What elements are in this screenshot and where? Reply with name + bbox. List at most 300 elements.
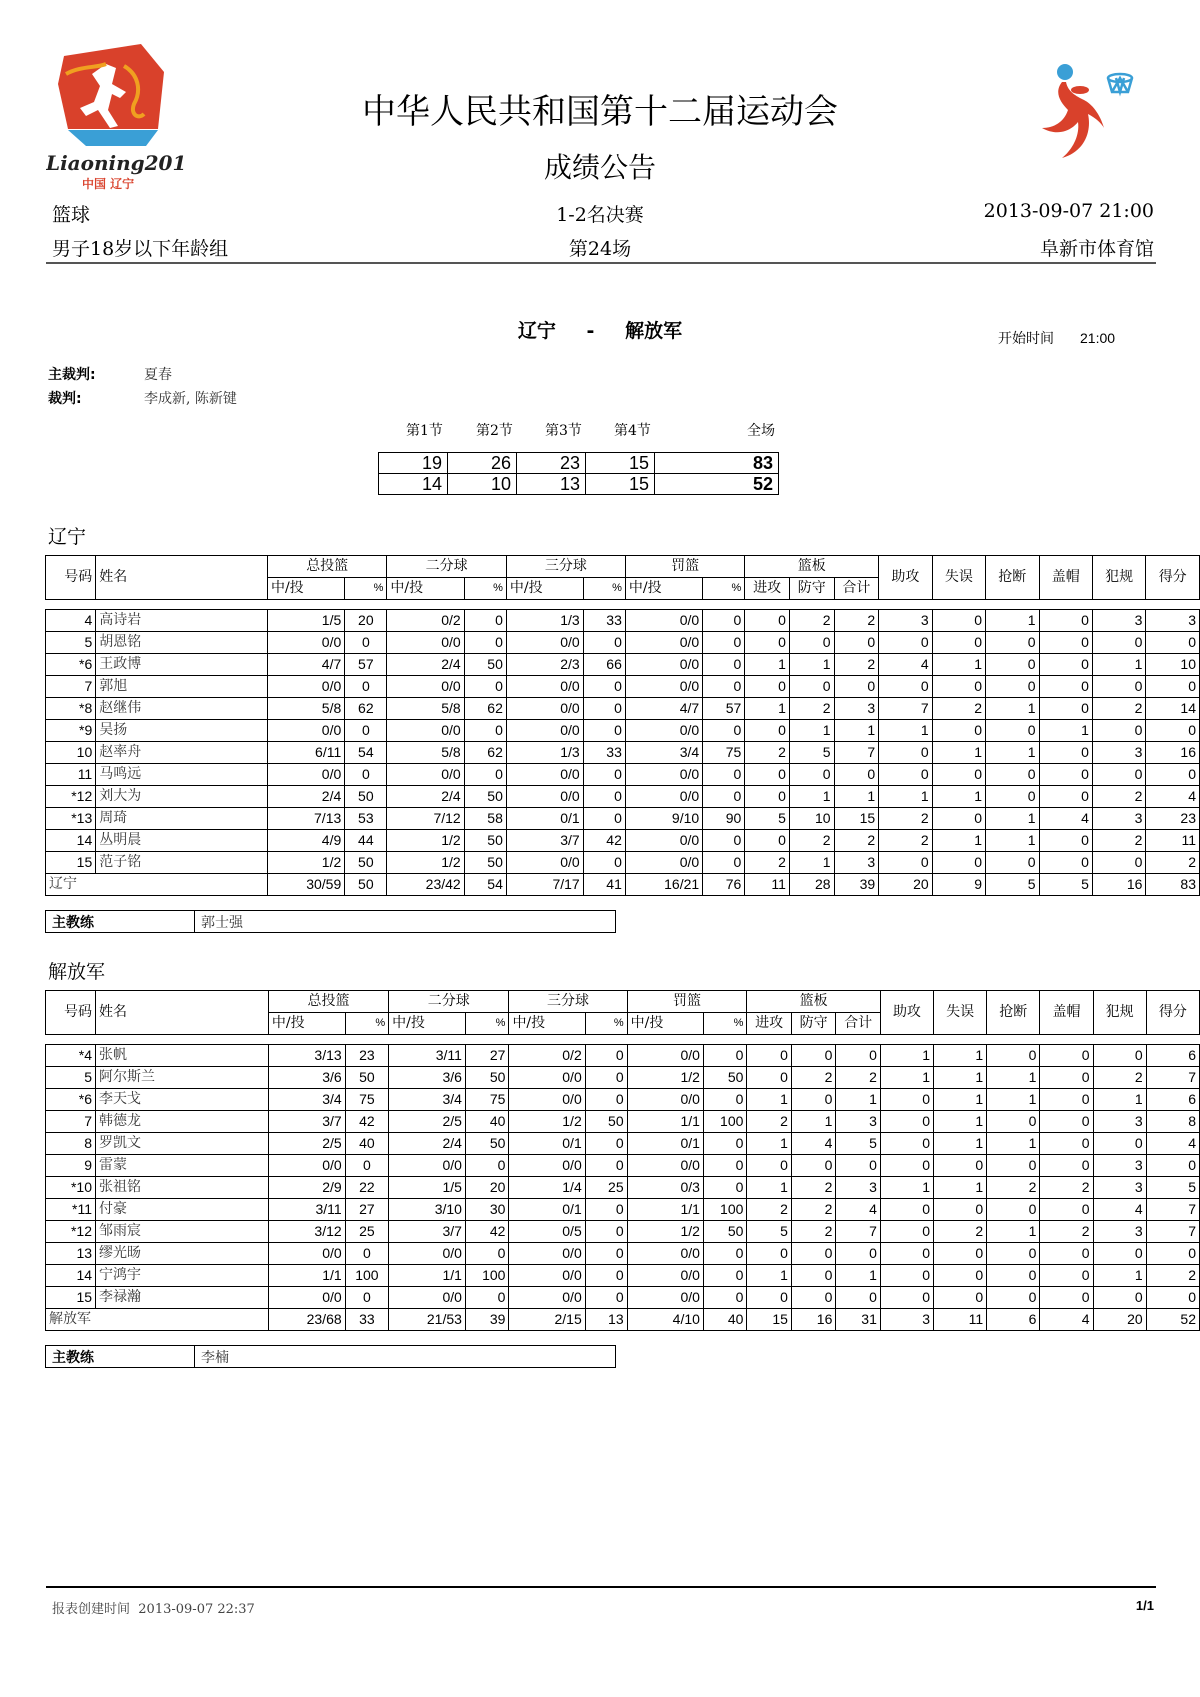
three-pct: 0 (585, 1155, 627, 1177)
ft-made-att: 0/1 (627, 1133, 703, 1155)
two-made-att: 3/6 (389, 1067, 466, 1089)
points: 0 (1146, 676, 1200, 698)
quarter-score: 19 (379, 453, 448, 474)
reb-def: 2 (789, 698, 834, 720)
reb-def: 2 (789, 830, 834, 852)
steals: 0 (987, 1199, 1040, 1221)
two-pct: 75 (465, 1089, 509, 1111)
turnovers: 0 (934, 1287, 987, 1309)
reb-off: 0 (745, 610, 790, 632)
blocks: 0 (1040, 1155, 1093, 1177)
total-score: 52 (655, 474, 779, 495)
blocks: 0 (1039, 764, 1092, 786)
col-made-att: 中/投 (506, 578, 583, 600)
total-score: 83 (655, 453, 779, 474)
fg-made-att: 3/6 (268, 1067, 345, 1089)
player-row (46, 830, 1200, 852)
assists: 7 (879, 698, 932, 720)
three-made-att: 0/0 (509, 1155, 585, 1177)
three-made-att: 0/0 (506, 676, 583, 698)
ft-made-att: 0/0 (625, 852, 702, 874)
total-fg-made-att: 30/59 (267, 874, 344, 896)
steals: 0 (986, 632, 1039, 654)
reb-tot: 1 (834, 720, 879, 742)
fg-made-att: 0/0 (268, 1243, 345, 1265)
player-number: 10 (46, 742, 96, 764)
spacer-row (46, 600, 1200, 610)
player-row (46, 1199, 1200, 1221)
reb-tot: 0 (836, 1287, 880, 1309)
match-number: 第24场 (568, 238, 632, 260)
player-row (46, 632, 1200, 654)
reb-off: 5 (745, 808, 790, 830)
points: 5 (1146, 1177, 1199, 1199)
fouls: 3 (1093, 1177, 1146, 1199)
team-stats-table (45, 990, 1200, 1331)
reb-off: 0 (747, 1045, 791, 1067)
quarter-score: 14 (379, 474, 448, 495)
col-number: 号码 (46, 991, 96, 1035)
total-three-made-att: 2/15 (509, 1309, 585, 1331)
player-name: 邹雨宸 (96, 1221, 269, 1243)
reb-def: 0 (791, 1243, 835, 1265)
player-name: 付豪 (96, 1199, 269, 1221)
referees-label: 裁判: (48, 391, 82, 407)
assists: 0 (879, 852, 932, 874)
blocks: 0 (1039, 852, 1092, 874)
reb-off: 5 (747, 1221, 791, 1243)
reb-tot: 2 (834, 610, 879, 632)
steals: 1 (986, 742, 1039, 764)
two-pct: 0 (465, 1287, 509, 1309)
ft-made-att: 3/4 (625, 742, 702, 764)
blocks: 0 (1039, 654, 1092, 676)
steals: 1 (987, 1089, 1040, 1111)
spacer-row (46, 1035, 1200, 1045)
three-made-att: 0/0 (509, 1287, 585, 1309)
two-pct: 30 (465, 1199, 509, 1221)
blocks: 0 (1039, 698, 1092, 720)
total-steals: 5 (986, 874, 1039, 896)
page-title: 中华人民共和国第十二届运动会 (362, 92, 838, 132)
three-made-att: 0/0 (509, 1243, 585, 1265)
total-fouls: 16 (1092, 874, 1145, 896)
player-row (46, 1133, 1200, 1155)
ft-pct: 0 (703, 1177, 747, 1199)
three-made-att: 0/5 (509, 1221, 585, 1243)
fg-pct: 57 (345, 654, 387, 676)
total-steals: 6 (987, 1309, 1040, 1331)
total-turnovers: 9 (932, 874, 985, 896)
fouls: 3 (1092, 742, 1145, 764)
three-pct: 0 (585, 1287, 627, 1309)
player-name: 马鸣远 (96, 764, 268, 786)
two-made-att: 3/7 (389, 1221, 466, 1243)
fg-pct: 0 (345, 632, 387, 654)
blocks: 0 (1040, 1287, 1093, 1309)
three-made-att: 0/0 (509, 1089, 585, 1111)
fg-pct: 100 (345, 1265, 389, 1287)
start-time (998, 328, 1115, 348)
player-row (46, 654, 1200, 676)
two-pct: 100 (465, 1265, 509, 1287)
ft-pct: 0 (703, 764, 745, 786)
turnovers: 0 (932, 808, 985, 830)
reb-tot: 0 (836, 1045, 880, 1067)
fg-pct: 50 (345, 852, 387, 874)
assists: 0 (880, 1133, 933, 1155)
quarter-row-home (379, 453, 779, 474)
ft-pct: 0 (703, 1287, 747, 1309)
assists: 0 (880, 1221, 933, 1243)
two-made-att: 0/0 (389, 1155, 466, 1177)
fg-pct: 25 (345, 1221, 389, 1243)
blocks: 0 (1039, 786, 1092, 808)
matchup-separator: - (586, 320, 595, 342)
fouls: 0 (1093, 1133, 1146, 1155)
created-label: 报表创建时间 (52, 1602, 131, 1617)
turnovers: 1 (932, 830, 985, 852)
turnovers: 0 (932, 852, 985, 874)
col-ft: 罚篮 (625, 556, 744, 578)
two-made-att: 0/0 (387, 676, 464, 698)
reb-def: 1 (789, 654, 834, 676)
turnovers: 0 (932, 610, 985, 632)
two-pct: 58 (464, 808, 506, 830)
team-total-label: 辽宁 (46, 874, 268, 896)
ft-pct: 0 (703, 786, 745, 808)
reb-def: 2 (789, 610, 834, 632)
reb-off: 0 (747, 1155, 791, 1177)
fouls: 0 (1092, 632, 1145, 654)
three-made-att: 0/0 (506, 698, 583, 720)
fouls: 2 (1092, 830, 1145, 852)
points: 0 (1146, 720, 1200, 742)
player-row (46, 1155, 1200, 1177)
fg-pct: 50 (345, 1067, 389, 1089)
player-number: 9 (46, 1155, 96, 1177)
ft-made-att: 0/0 (627, 1045, 703, 1067)
reb-def: 2 (791, 1177, 835, 1199)
reb-tot: 2 (834, 830, 879, 852)
turnovers: 0 (932, 632, 985, 654)
reb-tot: 1 (836, 1089, 880, 1111)
quarter-score: 15 (586, 474, 655, 495)
fg-made-att: 1/2 (267, 852, 344, 874)
reb-off: 2 (745, 742, 790, 764)
player-name: 刘大为 (96, 786, 268, 808)
fouls: 2 (1093, 1067, 1146, 1089)
player-number: *6 (46, 1089, 96, 1111)
assists: 0 (879, 742, 932, 764)
total-ft-pct: 76 (703, 874, 745, 896)
reb-off: 0 (745, 720, 790, 742)
player-name: 缪光旸 (96, 1243, 269, 1265)
three-pct: 0 (583, 852, 625, 874)
player-row (46, 1243, 1200, 1265)
player-name: 张帆 (96, 1045, 269, 1067)
turnovers: 1 (934, 1177, 987, 1199)
ft-made-att: 0/3 (627, 1177, 703, 1199)
points: 23 (1146, 808, 1200, 830)
blocks: 0 (1040, 1045, 1093, 1067)
player-number: *9 (46, 720, 96, 742)
fg-made-att: 0/0 (267, 764, 344, 786)
fg-pct: 0 (345, 1243, 389, 1265)
ft-pct: 0 (703, 1089, 747, 1111)
total-reb-def: 28 (789, 874, 834, 896)
steals: 1 (987, 1067, 1040, 1089)
reb-tot: 1 (834, 786, 879, 808)
reb-def: 10 (789, 808, 834, 830)
steals: 1 (986, 808, 1039, 830)
reb-off: 2 (747, 1111, 791, 1133)
two-pct: 42 (465, 1221, 509, 1243)
col-three: 三分球 (506, 556, 625, 578)
blocks: 2 (1040, 1177, 1093, 1199)
fouls: 3 (1093, 1111, 1146, 1133)
quarter-header: 第3节 (545, 423, 582, 439)
three-pct: 0 (585, 1045, 627, 1067)
team-total-row (46, 874, 1200, 896)
fouls: 3 (1093, 1221, 1146, 1243)
reb-def: 0 (791, 1155, 835, 1177)
assists: 0 (880, 1265, 933, 1287)
spacer (46, 600, 1200, 610)
ft-made-att: 0/0 (625, 720, 702, 742)
two-made-att: 5/8 (387, 742, 464, 764)
three-made-att: 1/3 (506, 610, 583, 632)
reb-def: 2 (791, 1221, 835, 1243)
three-made-att: 1/2 (509, 1111, 585, 1133)
two-made-att: 0/0 (389, 1243, 466, 1265)
steals: 0 (986, 676, 1039, 698)
player-number: 14 (46, 1265, 96, 1287)
fg-made-att: 0/0 (267, 632, 344, 654)
two-pct: 0 (464, 720, 506, 742)
reb-tot: 3 (836, 1111, 880, 1133)
player-row (46, 742, 1200, 764)
steals: 0 (986, 764, 1039, 786)
three-made-att: 0/1 (506, 808, 583, 830)
player-number: 5 (46, 1067, 96, 1089)
col-pct: % (345, 578, 387, 600)
coach-table (45, 1345, 616, 1368)
ft-pct: 0 (703, 654, 745, 676)
assists: 0 (880, 1111, 933, 1133)
player-name: 周琦 (96, 808, 268, 830)
player-row (46, 698, 1200, 720)
age-group: 男子18岁以下年龄组 (52, 238, 229, 260)
player-number: *8 (46, 698, 96, 720)
three-made-att: 0/0 (506, 786, 583, 808)
fg-made-att: 1/1 (268, 1265, 345, 1287)
two-made-att: 7/12 (387, 808, 464, 830)
fouls: 0 (1093, 1243, 1146, 1265)
turnovers: 2 (932, 698, 985, 720)
coach-table (45, 910, 616, 933)
ft-made-att: 0/0 (625, 610, 702, 632)
two-made-att: 0/2 (387, 610, 464, 632)
chief-referee: 夏春 (144, 367, 172, 383)
round: 1-2名决赛 (556, 204, 644, 226)
two-made-att: 3/11 (389, 1045, 466, 1067)
three-made-att: 0/1 (509, 1199, 585, 1221)
ft-pct: 57 (703, 698, 745, 720)
reb-def: 4 (791, 1133, 835, 1155)
steals: 1 (987, 1133, 1040, 1155)
player-row (46, 786, 1200, 808)
assists: 1 (879, 720, 932, 742)
reb-def: 0 (791, 1265, 835, 1287)
fouls: 3 (1092, 610, 1145, 632)
total-fg-pct: 33 (345, 1309, 389, 1331)
total-assists: 3 (880, 1309, 933, 1331)
fg-made-att: 6/11 (267, 742, 344, 764)
assists: 1 (880, 1177, 933, 1199)
total-reb-def: 16 (791, 1309, 835, 1331)
points: 7 (1146, 1199, 1199, 1221)
fg-made-att: 3/13 (268, 1045, 345, 1067)
blocks: 0 (1039, 632, 1092, 654)
col-pct: % (585, 1013, 627, 1035)
col-made-att: 中/投 (387, 578, 464, 600)
total-two-made-att: 23/42 (387, 874, 464, 896)
col-two: 二分球 (387, 556, 506, 578)
three-pct: 50 (585, 1111, 627, 1133)
total-reb-tot: 39 (834, 874, 879, 896)
col-reb-def: 防守 (791, 1013, 835, 1035)
ft-pct: 75 (703, 742, 745, 764)
points: 11 (1146, 830, 1200, 852)
player-name: 胡恩铭 (96, 632, 268, 654)
fg-pct: 0 (345, 1287, 389, 1309)
fouls: 1 (1093, 1265, 1146, 1287)
col-made-att: 中/投 (267, 578, 344, 600)
col-blocks: 盖帽 (1039, 556, 1092, 600)
player-row (46, 1221, 1200, 1243)
three-pct: 0 (585, 1221, 627, 1243)
player-name: 郭旭 (96, 676, 268, 698)
blocks: 0 (1039, 610, 1092, 632)
home-team: 辽宁 (517, 320, 556, 342)
reb-def: 0 (791, 1089, 835, 1111)
total-reb-off: 11 (745, 874, 790, 896)
points: 14 (1146, 698, 1200, 720)
ft-made-att: 0/0 (627, 1243, 703, 1265)
fg-made-att: 3/12 (268, 1221, 345, 1243)
player-number: *12 (46, 1221, 96, 1243)
three-pct: 0 (583, 698, 625, 720)
two-made-att: 1/2 (387, 830, 464, 852)
fg-pct: 0 (345, 1155, 389, 1177)
turnovers: 1 (934, 1045, 987, 1067)
reb-tot: 0 (834, 632, 879, 654)
turnovers: 0 (934, 1155, 987, 1177)
player-number: *13 (46, 808, 96, 830)
ft-pct: 0 (703, 852, 745, 874)
header-row (46, 991, 1200, 1013)
player-name: 赵率舟 (96, 742, 268, 764)
total-three-pct: 13 (585, 1309, 627, 1331)
col-number: 号码 (46, 556, 96, 600)
quarter-header: 第4节 (614, 423, 651, 439)
col-two: 二分球 (389, 991, 509, 1013)
points: 0 (1146, 1287, 1199, 1309)
reb-off: 0 (747, 1243, 791, 1265)
blocks: 0 (1039, 830, 1092, 852)
assists: 0 (880, 1089, 933, 1111)
three-made-att: 0/0 (506, 764, 583, 786)
fg-made-att: 3/7 (268, 1111, 345, 1133)
quarter-row-away (379, 474, 779, 495)
col-reb-tot: 合计 (836, 1013, 880, 1035)
fg-pct: 0 (345, 720, 387, 742)
player-number: 15 (46, 1287, 96, 1309)
three-pct: 0 (583, 632, 625, 654)
blocks: 0 (1040, 1243, 1093, 1265)
player-number: 8 (46, 1133, 96, 1155)
team-title: 辽宁 (48, 526, 87, 548)
assists: 3 (879, 610, 932, 632)
col-ft: 罚篮 (627, 991, 747, 1013)
three-pct: 33 (583, 742, 625, 764)
reb-tot: 3 (834, 852, 879, 874)
blocks: 0 (1039, 676, 1092, 698)
steals: 0 (987, 1265, 1040, 1287)
total-fouls: 20 (1093, 1309, 1146, 1331)
three-pct: 0 (585, 1265, 627, 1287)
player-name: 范子铭 (96, 852, 268, 874)
fouls: 3 (1093, 1155, 1146, 1177)
col-turnovers: 失误 (934, 991, 987, 1035)
assists: 1 (880, 1045, 933, 1067)
player-number: 5 (46, 632, 96, 654)
fouls: 0 (1092, 720, 1145, 742)
three-pct: 25 (585, 1177, 627, 1199)
coach-label: 主教练 (46, 1346, 195, 1368)
three-pct: 0 (585, 1199, 627, 1221)
col-steals: 抢断 (986, 556, 1039, 600)
reb-tot: 2 (836, 1067, 880, 1089)
player-number: *4 (46, 1045, 96, 1067)
col-reb-off: 进攻 (745, 578, 790, 600)
player-name: 李天戈 (96, 1089, 269, 1111)
three-made-att: 1/3 (506, 742, 583, 764)
ft-made-att: 0/0 (625, 830, 702, 852)
two-pct: 0 (464, 764, 506, 786)
reb-tot: 4 (836, 1199, 880, 1221)
reb-tot: 1 (836, 1265, 880, 1287)
player-number: 4 (46, 610, 96, 632)
reb-tot: 0 (834, 764, 879, 786)
col-name: 姓名 (96, 556, 268, 600)
blocks: 0 (1040, 1067, 1093, 1089)
two-pct: 50 (464, 830, 506, 852)
player-number: *6 (46, 654, 96, 676)
ft-pct: 90 (703, 808, 745, 830)
fg-pct: 23 (345, 1045, 389, 1067)
steals: 2 (987, 1177, 1040, 1199)
ft-pct: 0 (703, 1155, 747, 1177)
page-number: 1/1 (1135, 1598, 1154, 1613)
coach-label: 主教练 (46, 911, 195, 933)
fg-made-att: 7/13 (267, 808, 344, 830)
points: 16 (1146, 742, 1200, 764)
two-pct: 0 (465, 1155, 509, 1177)
report-created (52, 1598, 255, 1617)
ft-made-att: 0/0 (625, 786, 702, 808)
